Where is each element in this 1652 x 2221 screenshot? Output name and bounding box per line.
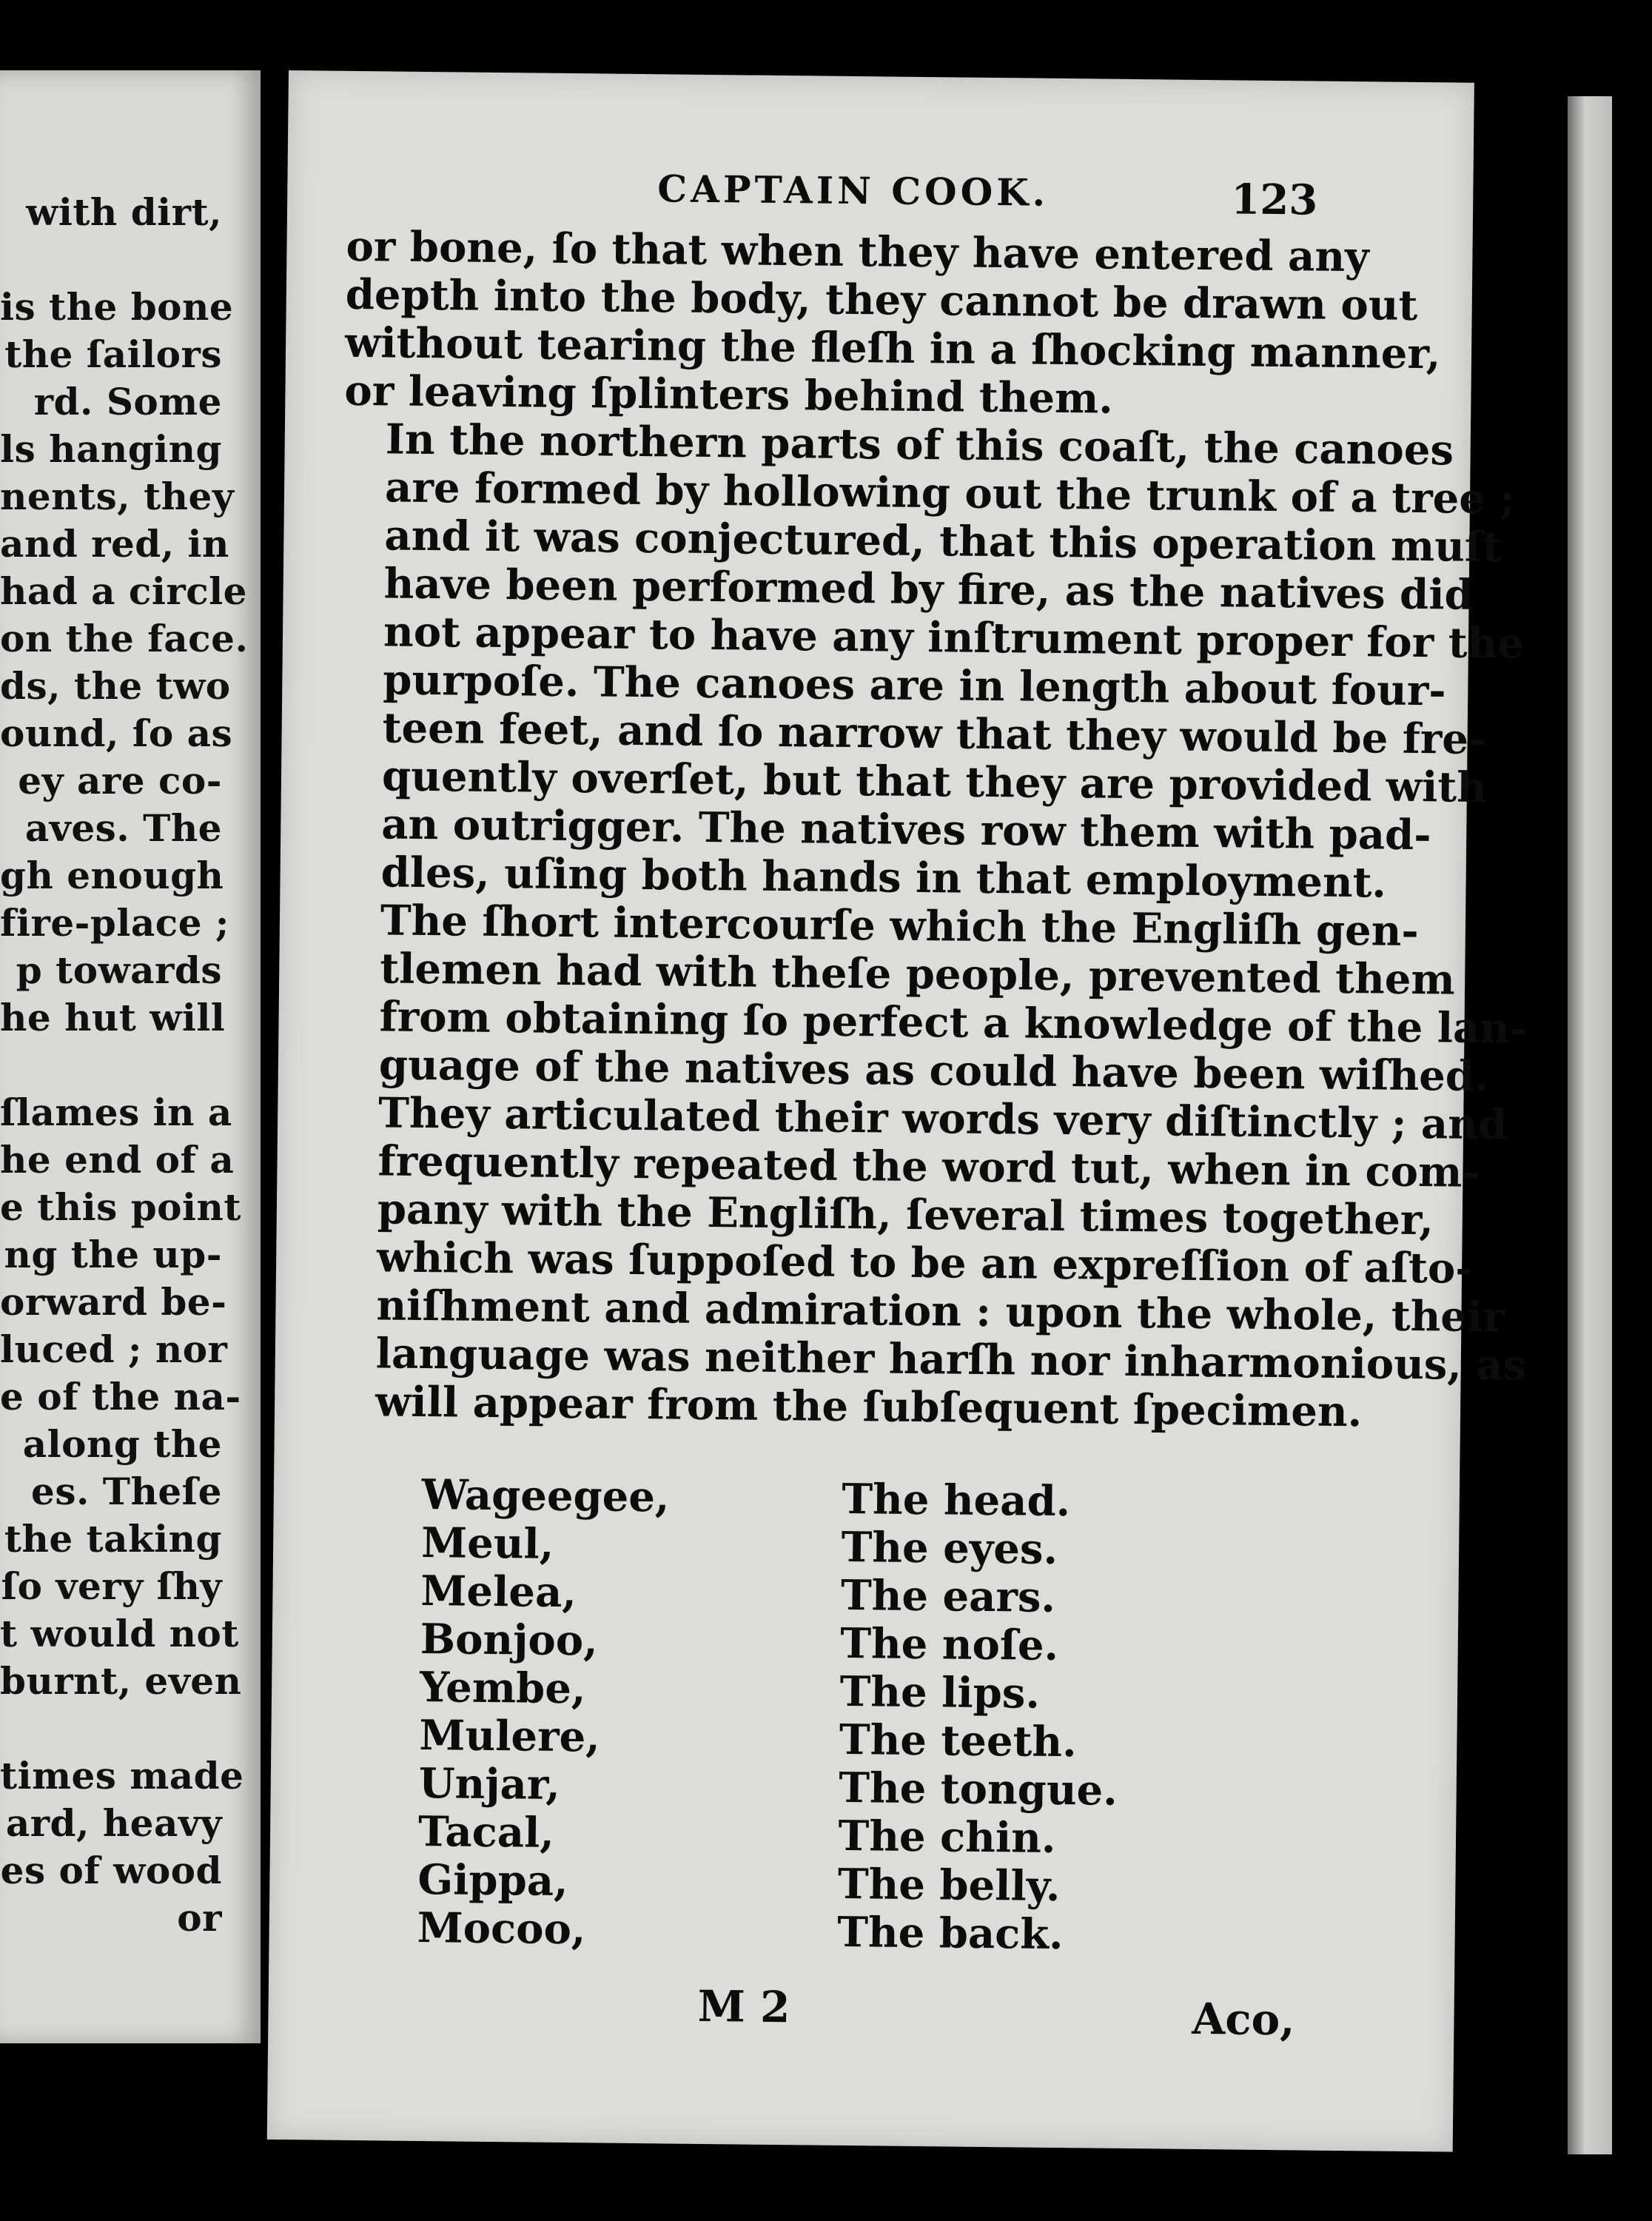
vocabulary-term: Gippa, [417,1855,568,1906]
left-page-line: ls hanging [0,427,222,471]
left-page-line: with dirt, [26,190,222,234]
vocabulary-row [417,1904,1158,1960]
text-line: are formed by hollowing out the trunk of a tree ; [384,463,1516,524]
next-page-edge [1568,96,1612,2154]
left-page-line: ſlames in a [0,1091,232,1134]
text-line: and it was conjectured, that this operation muſt [384,511,1502,572]
left-page-line: ng the up- [4,1233,222,1276]
vocabulary-term: Melea, [420,1566,577,1618]
text-line: purpoſe. The canoes are in length about four- [383,655,1446,716]
text-line: guage of the natives as could have been wiſhed. [378,1040,1489,1102]
left-page-line: e of the na- [0,1375,241,1418]
left-page-lines [0,189,249,1942]
text-line: dles, uſing both hands in that employment. [380,848,1387,908]
vocabulary-row [418,1760,1159,1815]
text-line: pany with the Engliſh, ſeveral times together, [377,1185,1434,1245]
text-line: The ſhort intercourſe which the Engliſh gen- [380,896,1420,957]
vocabulary-meaning: The back. [836,1907,1064,1960]
body-text [334,221,1528,1437]
left-page-line: he end of a [0,1138,235,1182]
text-line: frequently repeated the word tut, when in com- [377,1136,1480,1197]
left-page-line: is the bone [0,285,234,329]
left-page-line: gh enough [0,854,224,897]
vocabulary-term: Unjar, [418,1758,561,1809]
left-page-line: rd. Some [33,380,222,423]
running-head: CAPTAIN COOK. [657,167,1050,215]
left-page-line: fire-place ; [0,901,229,945]
vocabulary-term: Mulere, [419,1710,601,1762]
left-page-gap [0,1042,222,1089]
left-page-line: had a circle [0,569,247,613]
text-line: quently overſet, but that they are provided with [381,751,1488,813]
left-page-line: burnt, even [0,1659,242,1703]
left-page-line: he hut will [0,996,226,1039]
left-page-line: on the face. [0,617,249,660]
book-page [267,70,1528,2152]
left-page-line: es of wood [0,1849,222,1892]
catchword: Aco, [1191,1993,1295,2046]
left-page-line: the ſailors [4,332,222,376]
left-page-line: es. Theſe [31,1470,222,1513]
vocabulary-term: Yembe, [419,1662,586,1714]
text-line: or leaving ſplinters behind them. [344,366,1114,423]
vocabulary-meaning: The ears. [840,1570,1056,1622]
vocabulary-meaning: The belly. [837,1859,1061,1912]
vocabulary-meaning: The teeth. [839,1715,1078,1767]
text-line: depth into the body, they cannot be drawn out [345,269,1418,330]
vocabulary-list [417,1471,1162,1960]
left-page-line: ound, ſo as [0,711,233,755]
left-page-line: and red, in [0,522,229,566]
text-line: niſhment and admiration : upon the whole, their [376,1281,1505,1342]
text-line: will appear from the ſubſequent ſpecimen. [375,1377,1363,1437]
vocabulary-term: Bonjoo, [420,1614,599,1666]
vocabulary-term: Wageegee, [421,1470,670,1522]
left-page-line: ey are co- [18,759,222,803]
vocabulary-row [418,1808,1159,1863]
vocabulary-term: Meul, [420,1518,554,1569]
paragraph [334,896,1528,1437]
vocabulary-meaning: The lips. [839,1666,1041,1718]
text-line: In the northern parts of this coaſt, the canoes [385,415,1454,475]
left-page-line: luced ; nor [0,1327,228,1371]
vocabulary-row [422,1471,1163,1527]
vocabulary-meaning: The noſe. [840,1618,1059,1671]
vocabulary-row [421,1519,1162,1575]
left-page-line: t would not [0,1612,239,1655]
left-page-line: ſo very ſhy [1,1564,222,1608]
left-page-line: nents, they [0,475,235,518]
left-page-line: orward be- [0,1280,227,1324]
left-page-line: p towards [16,948,222,992]
vocabulary-row [420,1664,1161,1719]
vocabulary-row [420,1567,1161,1623]
left-page-line: ard, heavy [5,1801,222,1845]
left-page-gap [0,236,222,284]
left-page-line: the taking [4,1517,222,1561]
paragraph [344,221,1441,426]
left-page-line: e this point [0,1185,241,1229]
text-line: not appear to have any inſtrument proper for the [383,607,1525,669]
vocabulary-row [417,1856,1158,1912]
left-page-line: aves. The [24,806,222,850]
vocabulary-term: Mocoo, [417,1903,586,1954]
text-line: from obtaining ſo perfect a knowledge of the lan- [379,992,1528,1053]
left-page-line: along the [22,1422,222,1466]
signature-mark: M 2 [697,1980,790,2033]
vocabulary-row [420,1615,1161,1671]
text-line: tlemen had with theſe people, prevented them [379,944,1456,1005]
text-line: an outrigger. The natives row them with pad- [380,800,1431,860]
vocabulary-meaning: The tongue. [838,1763,1118,1815]
left-page-line: times made [0,1754,244,1798]
left-page-line: ds, the two [0,664,231,708]
text-line: They articulated their words very diſtinctly ; and [377,1088,1508,1150]
vocabulary-meaning: The head. [842,1474,1071,1527]
vocabulary-row [419,1712,1160,1767]
left-page-gap [0,1705,222,1752]
page-number: 123 [1230,175,1318,225]
left-page-line: or [177,1896,222,1940]
left-page-fragment [0,70,261,2043]
text-line: or bone, ſo that when they have entered any [346,221,1369,282]
text-line: teen feet, and ſo narrow that they would be fre- [382,703,1486,764]
vocabulary-meaning: The chin. [838,1811,1056,1863]
text-line: which was ſuppoſed to be an expreſſion of aſto- [376,1233,1473,1293]
text-line: language was neither harſh nor inharmonious, as [375,1329,1527,1390]
text-line: without tearing the fleſh in a ſhocking manner, [344,318,1441,379]
vocabulary-term: Tacal, [417,1806,555,1857]
text-line: have been performed by fire, as the natives did [383,559,1474,620]
paragraph [339,415,1525,908]
vocabulary-meaning: The eyes. [841,1522,1058,1574]
